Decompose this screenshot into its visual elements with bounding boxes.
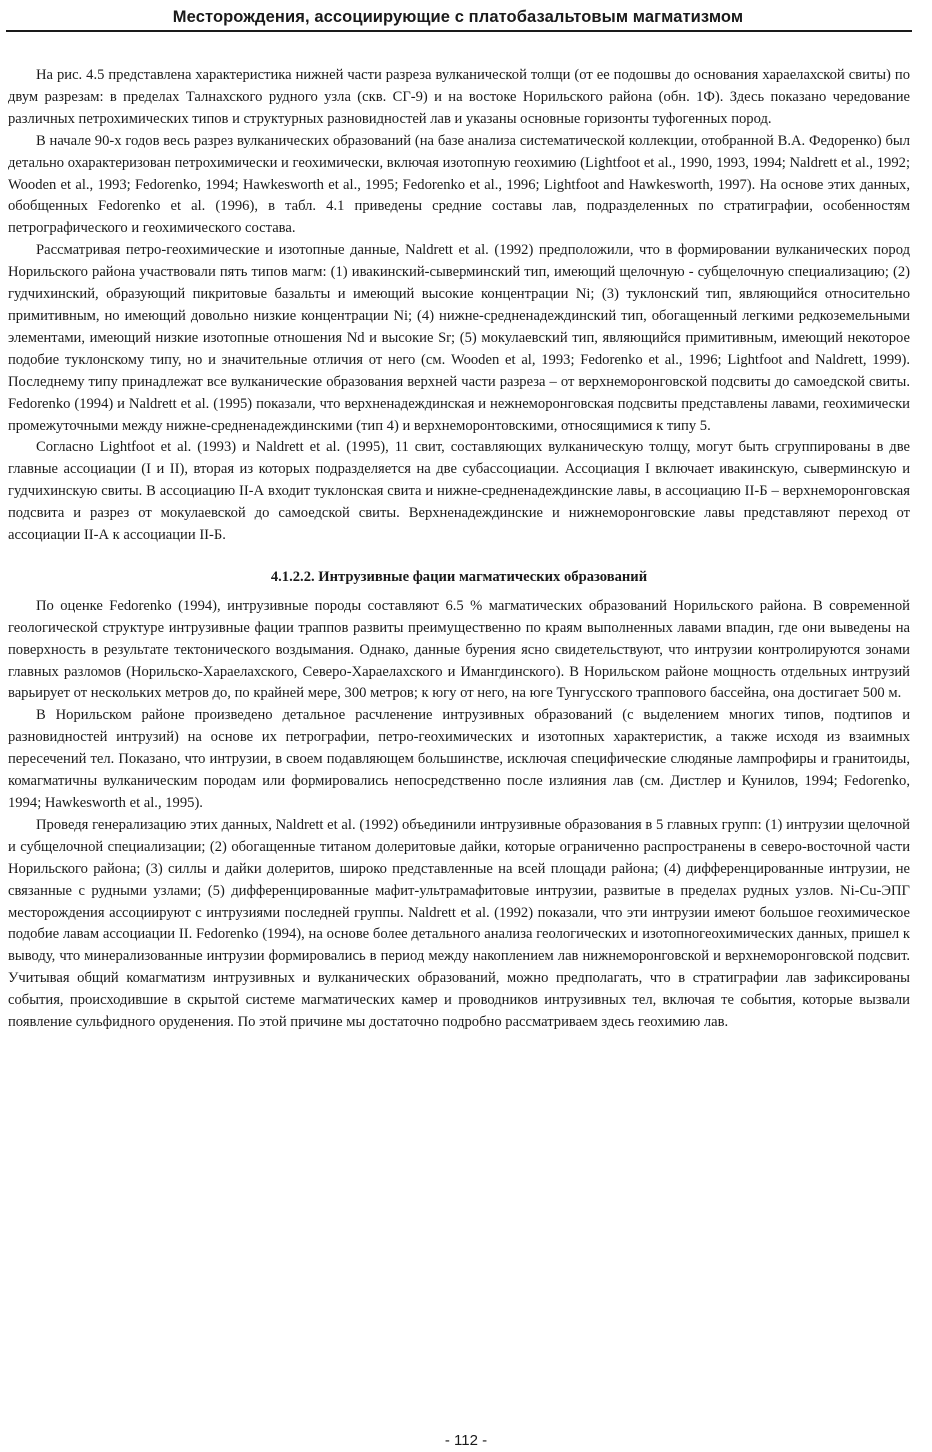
paragraph: В начале 90-х годов весь разрез вулканических образований (на базе анализа систематической коллекции, отобранной В.А. Федоренко) был детально охарактеризован петрохимически и геохимически, включая изотопную геохимию (Lightfoot et al., 1990, 1993, 1994; Naldrett et al., 1992; Wooden et al., 1993; Fedorenko, 1994; Hawkesworth et al., 1995; Fedorenko et al., 1996; Lightfoot and Hawkesworth, 1997). На основе этих данных, обобщенных Fedorenko et al. (1996), в табл. 4.1 приведены средние составы лав, подразделенных по стратиграфии, особенностям петрографического и геохимического состава. [8,132,910,237]
paragraph: Согласно Lightfoot et al. (1993) и Naldrett et al. (1995), 11 свит, составляющих вулканическую толщу, могут быть сгруппированы в две главные ассоциации (I и II), вторая из которых подразделяется на две субассоциации. Ассоциация I включает ивакинскую, сыверминскую и гудчихинскую свиты. В ассоциацию II-А входит туклонская свита и нижне-средненадеждинские лавы, в ассоциацию II-Б – верхнеморонговская подсвита и разрез от мокулаевской до самоедской свиты. Верхненадеждинские и нижнеморонговские лавы представляют переход от ассоциации II-А к ассоциации II-Б. [8,439,910,544]
section-heading: 4.1.2.2. Интрузивные фации магматических образований [270,568,648,585]
paragraph: Рассматривая петро-геохимические и изотопные данные, Naldrett et al. (1992) предположили, что в формировании вулканических пород Норильского района участвовали пять типов магм: (1) ивакинский-сыверминский тип, имеющий щелочную - субщелочную специализацию; (2) гудчихинский, образующий пикритовые базальты и имеющий высокие концентрации Ni; (3) туклонский тип, являющийся относительно примитивным, но имеющий довольно низкие концентрации Ni; (4) нижне-средненадеждинский тип, обогащенный легкими редкоземельными элементами, имеющий низкие изотопные отношения Nd и высокие Sr; (5) мокулаевский тип, являющийся примитивным, имеющий некоторое подобие туклонскому типу, но и значительные отличия от него (см. Wooden et al, 1993; Fedorenko et al., 1996; Lightfoot and Naldrett, 1999). Последнему типу принадлежат все вулканические образования верхней части разреза – от верхнеморонговской подсвиты до самоедской свиты. Fedorenko (1994) и Naldrett et al. (1995) показали, что верхненадеждинская и нежнеморонговская подсвиты представлены лавами, геохимически промежуточными между нижне-средненадеждинскими (тип 4) и верхнеморонтовскими, относящимися к типу 5. [8,242,910,434]
paragraph: Проведя генерализацию этих данных, Naldrett et al. (1992) объединили интрузивные образования в 5 главных групп: (1) интрузии щелочной и субщелочной специализации; (2) обогащенные титаном долеритовые дайки, которые ограниченно распространены в северо-восточной части Норильского района; (3) силлы и дайки долеритов, широко представленные на всей площади района; (4) дифференцированные интрузии, не связанные с рудными узлами; (5) дифференцированные мафит-ультрамафитовые интрузии, развитые в пределах рудных узлов. Ni-Cu-ЭПГ месторождения ассоциируют с интрузиями последней группы. Naldrett et al. (1992) показали, что эти интрузии имеют большое геохимическое подобие лавам ассоциации II. Fedorenko (1994), на основе более детального анализа геологических и изотопногеохимических данных, пришел к выводу, что минерализованные интрузии формировались в период между накоплением лав нижнеморонговской и верхнеморонговской подсвит. Учитывая общий комагматизм интрузивных и вулканических образований, можно предполагать, что в стратиграфии лав зафиксированы события, происходившие в скрытой системе магматических камер и проводников интрузивных тел, включая те события, которые вызвали появление сульфидного оруденения. По этой причине мы достаточно подробно рассматриваем здесь геохимию лав. [8,816,910,1031]
body-text [8,65,910,1034]
running-header: Месторождения, ассоциирующие с платобазальтовым магматизмом [172,8,744,26]
paragraph: В Норильском районе произведено детальное расчленение интрузивных образований (с выделением многих типов, подтипов и разновидностей интрузий) на основе их петрографии, петро-геохимических и изотопных характеристик, а также исходя из взаимных пересечений тел. Показано, что интрузии, в своем подавляющем большинстве, исключая специфические слюдяные лампрофиры и гранитоиды, комагматичны вулканическим породам или формировались непосредственно после излияния лав (см. Дистлер и Кунилов, 1994; Fedorenko, 1994; Hawkesworth et al., 1995). [8,707,910,811]
page-number: - 112 - [444,1432,488,1449]
paragraph: По оценке Fedorenko (1994), интрузивные породы составляют 6.5 % магматических образований Норильского района. В современной геологической структуре интрузивные фации траппов развиты преимущественно по краям выполненных лавами впадин, где они выведены на поверхность в результате тектонического воздымания. Однако, данные бурения ясно свидетельствуют, что интрузии контролируются зонами главных разломов (Норильско-Хараелахского, Северо-Хараелахского и Имангдинского). В Норильском районе мощность отдельных интрузий варьирует от нескольких метров до, по крайней мере, 300 метров; к югу от него, на юге Тунгусского траппового бассейна, она достигает 500 м. [8,597,910,702]
header-divider [6,30,912,32]
paragraph: На рис. 4.5 представлена характеристика нижней части разреза вулканической толщи (от ее подошвы до основания хараелахской свиты) по двум разрезам: в пределах Талнахского рудного узла (скв. СГ-9) и на востоке Норильского района (обн. 1Ф). Здесь показано чередование различных петрохимических типов и структурных разновидностей лав и указаны основные горизонты туфогенных пород. [8,67,910,127]
